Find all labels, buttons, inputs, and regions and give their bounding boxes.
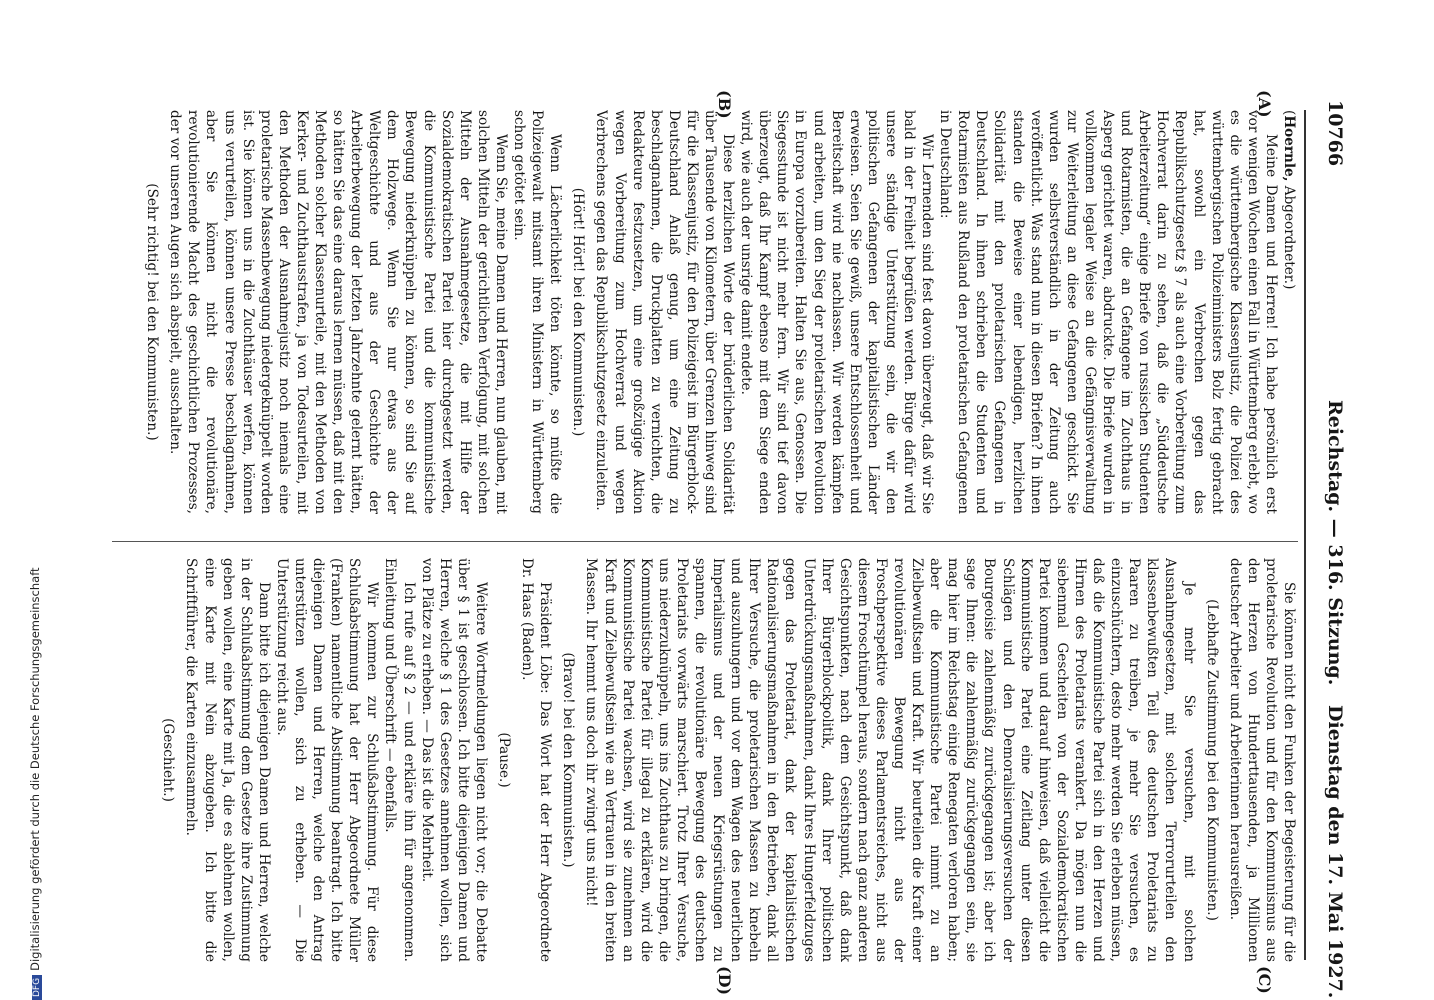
header-title: Reichstag. — 316. Sitzung. <box>1324 400 1346 686</box>
interjection: (Hört! Hört! bei den Kommunisten.) <box>570 187 587 437</box>
paragraph: Ich rufe auf § 2 — und erkläre ihn für angenommen. Einleitung und Überschrift — ebenfalls. <box>382 558 417 962</box>
paragraph: Wir kommen zur Schlußabstimmung. Für diese Schlußabstimmung hat der Herr Abgeordnete Müller (Franken) namentliche Abstimmung beantragt. Ich bitte diejenigen Damen und Herren, welche den Antrag unterstützen wollen, sich zu erheben. — Die Unterstützung reicht aus. <box>273 558 381 962</box>
paragraph: Diese herzlichen Worte der brüderlichen Solidarität über Tausende von Kilometern, über Grenzen hinweg sind für die Klassenjustiz, für den Polizeigeist im Bürgerblock-Deutschland Anlaß genug, um eine Zeitung zu beschlagnahmen, die Druckplatten zu vernichten, die Redakteure festzusetzen, um eine großzügige Aktion wegen Vorbereitung zum Hochverrat und wegen Verbrechens gegen das Republikschutzgesetz einzuleiten. <box>593 110 737 514</box>
paragraph: Dann bitte ich diejenigen Damen und Herren, welche in der Schlußabstimmung dem Gesetze ihre Zustimmung geben wollen, eine Karte mit Ja, die es ablehnen wollen, eine Karte mit Nein abzugeben. Ich bitte die Schriftführer, die Karten einzusammeln. <box>183 558 272 962</box>
paragraph: Wenn Sie, meine Damen und Herren, nun glauben, mit solchen Mitteln der gerichtlichen Verfolgung, mit solchen Mitteln der Ausnahmegesetze, die mit Hilfe der Sozialdemokratischen Partei hier durchgesetzt werden, die Kommunistische Partei und die kommunistische Bewegung niederknüppeln zu können, so sind Sie auf dem Holzwege. Wenn Sie nur etwas aus der Weltgeschichte und aus der Geschichte der Arbeiterbewegung der letzten Jahrzehnte gelernt hätten, so hätten Sie das eine daraus lernen müssen, daß mit den Methoden solcher Klassenurteile, mit den Methoden von Kerker- und Zuchthausstrafen, ja von Todesurteilen, mit den Methoden der Ausnahmejustiz noch niemals eine proletarische Massenbewegung niedergeknüppelt worden ist. Sie können uns in die Zuchthäuser werfen, können uns verurteilen, können unsere Presse beschlagnahmen, aber Sie können nicht die revolutionäre, revolutionierende Macht des geschichtlichen Prozesses, der vor unseren Augen sich abspielt, ausschalten. <box>167 110 509 514</box>
page-header <box>1306 100 1346 999</box>
column-divider <box>112 541 1298 542</box>
speaker-role: Abgeordneter.) <box>1281 181 1297 290</box>
left-column <box>108 110 1298 514</box>
credit-text: Digitalisierung gefördert durch die Deutsche Forschungsgemeinschaft <box>28 567 42 971</box>
margin-mark-c: (C) <box>1255 966 1274 994</box>
interjection: (Bravo! bei den Kommunisten.) <box>560 652 577 868</box>
interjection: (Pause.) <box>496 732 513 788</box>
interjection: (Geschieht.) <box>160 718 177 802</box>
paragraph: Wenn Lächerlichkeit töten könnte, so müßte die Polizeigewalt mitsamt ihren Ministern in Württemberg schon getötet sein. <box>511 110 564 514</box>
margin-mark-d: (D) <box>715 966 734 996</box>
dfg-logo: DFG <box>32 975 42 1000</box>
page-number: 10766 <box>1324 100 1346 167</box>
speaker-line: (Hoernle, Abgeordneter.) <box>1281 110 1297 290</box>
president-statement: Präsident Löbe: Das Wort hat der Herr Abgeordnete Dr. Haas (Baden). <box>519 558 554 962</box>
interjection: (Lebhafte Zustimmung bei den Kommunisten.) <box>1203 599 1220 921</box>
quoted-letter: Wir Lernenden sind fest davon überzeugt, daß wir Sie bald in der Freiheit begrüßen werden. Bürge dafür wird unsere ständige Unterstützung sein, die wir den politischen Gefangenen der kapitalistischen Länder erweisen. Seien Sie gewiß, unsere Entschlossenheit und Bereitschaft wird nie nachlassen. Wir werden kämpfen und arbeiten, um den Sieg der proletarischen Revolution in Europa vorzubereiten. Halten Sie aus, Genossen. Die Siegesstunde ist nicht mehr fern. Wir sind tief davon überzeugt, daß Ihr Kampf ebenso mit dem Siege enden wird, wie auch der unsrige damit endete. <box>738 110 936 514</box>
interjection: (Sehr richtig! bei den Kommunisten.) <box>144 183 161 441</box>
header-date: Dienstag den 17. Mai 1927. <box>1324 705 1346 999</box>
paragraph: Weitere Wortmeldungen liegen nicht vor; die Debatte über § 1 ist geschlossen. Ich bitte diejenigen Damen und Herren, welche § 1 des Gesetzes annehmen wollen, sich von Plätze zu erheben. — Das ist die Mehrheit. <box>418 558 489 962</box>
paragraph: Meine Damen und Herren! Ich habe persönlich erst vor wenigen Wochen einen Fall in Württemberg erlebt, wo es die württembergische Klassenjustiz, die Polizei des württembergischen Polizeiministers Bolz fertig gebracht hat, sowohl ein Verbrechen gegen das Republikschutzgesetz § 7 als auch eine Vorbereitung zum Hochverrat darin zu sehen, daß die „Süddeutsche Arbeiterzeitung“ einige Briefe von russischen Studenten und Rotarmisten, die an Gefangene im Zuchthaus in Asperg gerichtet waren, abdruckte. Die Briefe wurden in vollkommen legaler Weise an die Gefängnisverwaltung zur Weiterleitung an diese Gefangenen geschickt. Sie wurden selbstverständlich in der Zeitung auch veröffentlicht. Was stand nun in diesen Briefen? In ihnen standen die Beweise einer lebendigen, herzlichen Solidarität mit den proletarischen Gefangenen in Deutschland. In ihnen schrieben die Studenten und Rotarmisten aus Rußland den proletarischen Gefangenen in Deutschland: <box>937 110 1279 514</box>
paragraph: Sie können nicht den Funken der Begeisterung für die proletarische Revolution und für den Kommunismus aus den Herzen von Hunderttausenden, ja Millionen deutscher Arbeiter und Arbeiterinnen herausreißen. <box>1226 558 1297 962</box>
margin-mark-a: (A) <box>1255 90 1274 118</box>
paragraph: Je mehr Sie versuchen, mit solchen Ausnahmegesetzen, mit solchen Terrorurteilen den klassenbewußten Teil des deutschen Proletariats zu Paaren zu treiben, je mehr Sie versuchen, es einzuschüchtern, desto mehr werden Sie erleben müssen, daß die Kommunistische Partei sich in den Herzen und Hirnen des Proletariats verankert. Da mögen nun die siebenmal Gescheiten von der Sozialdemokratischen Partei kommen und darauf hinweisen, daß vielleicht die Kommunistische Partei eine Zeitlang unter diesen Schlägen und den Demoralisierungsversuchen der Bourgeoisie zahlenmäßig zurückgegangen ist; aber ich sage Ihnen: die zahlenmäßig zurückgegangen sein, sie mag hier im Reichstag einige Renegaten verloren haben; aber die Kommunistische Partei nimmt zu an Zielbewußtsein und Kraft. Wir beurteilen die Kraft einer revolutionären Bewegung nicht aus der Froschperspektive dieses Parlamentsreiches, nicht aus diesem Froschtümpel heraus, sondern nach ganz anderen Gesichtspunkten, nach dem Gesichtspunkt, daß dank Ihrer Bürgerblockpolitik, dank Ihrer politischen Unterdrückungsmaßnahmen, dank Ihres Hungerfeldzuges gegen das Proletariat, dank der kapitalistischen Rationalisierungsmaßnahmen in den Betrieben, dank all Ihrer Versuche, die proletarischen Massen zu knebeln und auszuhungern und vor dem Wagen des neuerlichen Imperialismus und der neuen Kriegsrüstungen zu spannen, die revolutionäre Bewegung des deutschen Proletariats vorwärts marschiert. Trotz Ihrer Versuche, uns niederzuknüppeln, uns ins Zuchthaus zu bringen, die Kommunistische Partei für illegal zu erklären, wird die Kommunistische Partei wachsen, wird sie zunehmen an Kraft und Zielbewußtsein wie an Vertrauen in den breiten Massen. Ihr hemmt uns doch ihr zwingt uns nicht! <box>583 558 1197 962</box>
speaker-name: Hoernle, <box>1281 115 1297 182</box>
header-rule <box>1304 110 1306 960</box>
margin-mark-b: (B) <box>715 90 734 119</box>
right-column <box>108 558 1298 962</box>
